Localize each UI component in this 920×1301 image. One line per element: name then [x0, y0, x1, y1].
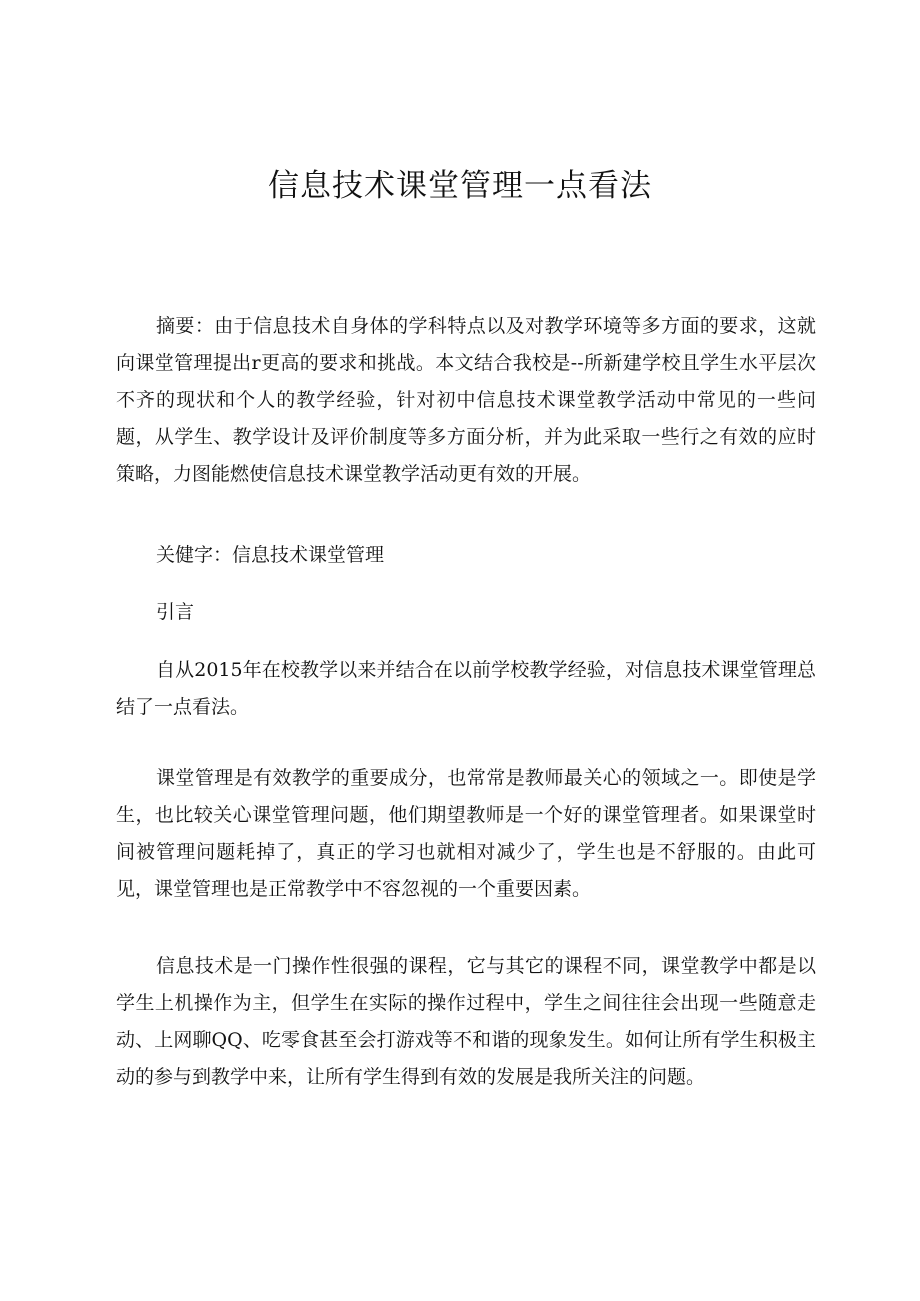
intro-heading: 引言	[156, 601, 195, 623]
keywords-line: 关健字：信息技术课堂管理	[156, 544, 385, 566]
body-paragraph-3: 信息技术是一门操作性很强的课程，它与其它的课程不同，课堂教学中都是以学生上机操作为主，但学生在实际的操作过程中，学生之间往往会出现一些随意走动、上网聊QQ、吃零食甚至会打游戏等不和谐的现象发生。如何让所有学生积极主动的参与到教学中来，让所有学生得到有效的发展是我所关注的问题。	[116, 955, 816, 1088]
document-title: 信息技术课堂管理一点看法	[268, 168, 652, 204]
body-paragraph-1: 自从2015年在校教学以来并结合在以前学校教学经验，对信息技术课堂管理总结了一点看法。	[116, 659, 816, 718]
abstract-paragraph: 摘要：由于信息技术自身体的学科特点以及对教学环境等多方面的要求，这就向课堂管理提出r更高的要求和挑战。本文结合我校是--所新建学校且学生水平层次不齐的现状和个人的教学经验，针对初中信息技术课堂教学活动中常见的一些问题，从学生、教学设计及评价制度等多方面分析，并为此采取一些行之有效的应时策略，力图能燃使信息技术课堂教学活动更有效的开展。	[116, 315, 816, 485]
body-paragraph-2: 课堂管理是有效教学的重要成分，也常常是教师最关心的领域之一。即使是学生，也比较关心课堂管理问题，他们期望教师是一个好的课堂管理者。如果课堂时间被管理问题耗掉了，真正的学习也就相对减少了，学生也是不舒服的。由此可见，课堂管理也是正常教学中不容忽视的一个重要因素。	[116, 767, 816, 900]
